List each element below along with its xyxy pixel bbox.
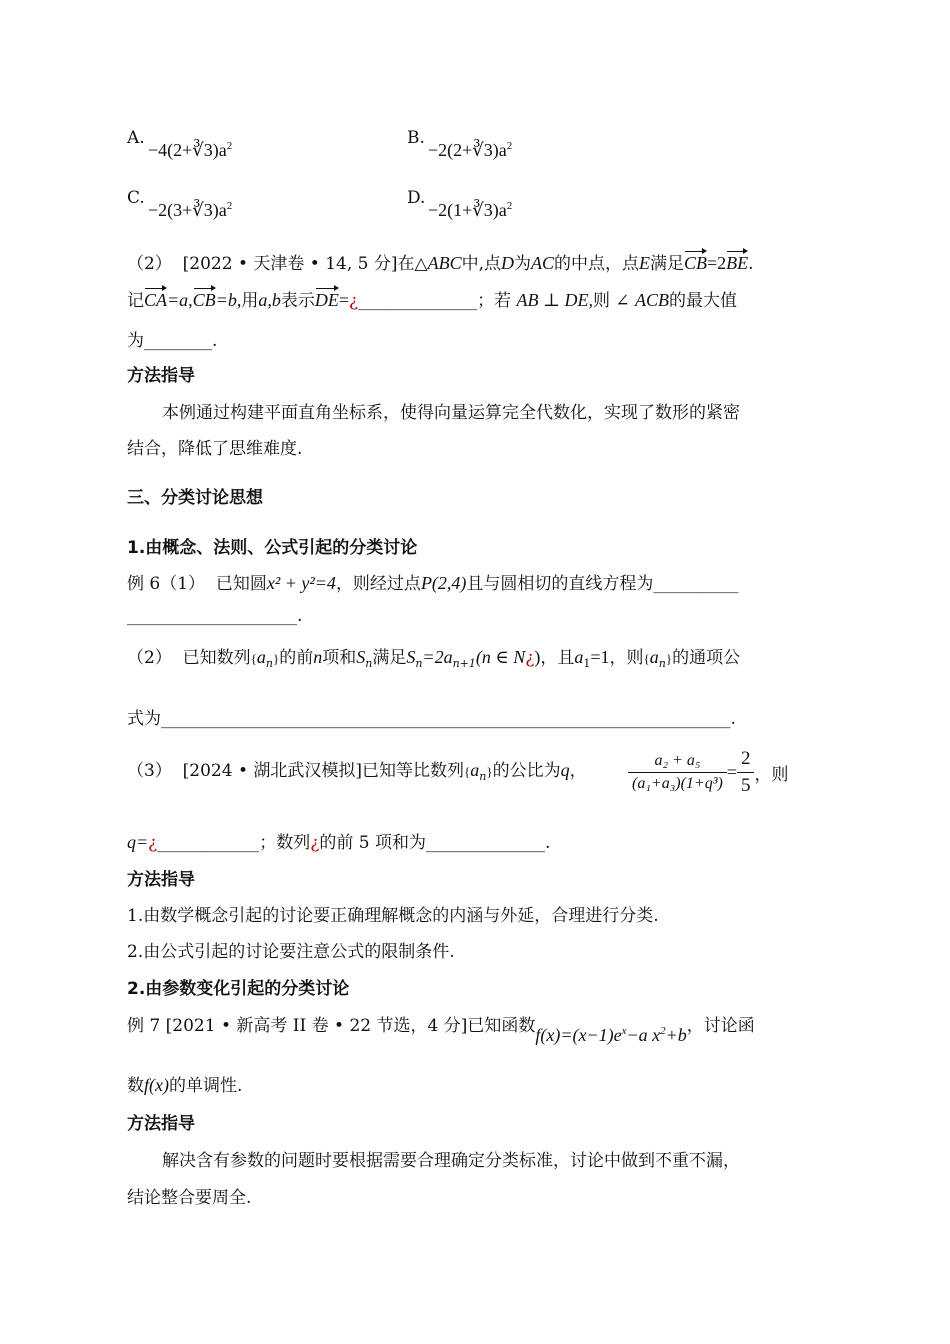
method-guide-2-line-2: 2.由公式引起的讨论要注意公式的限制条件. bbox=[127, 942, 455, 962]
example-7-line-2: 数f(x)的单调性. bbox=[127, 1075, 243, 1096]
choice-c-expression: $-2(3+∛3)a^2$ bbox=[148, 200, 233, 220]
example-6-part-3: （3） [2024 • 湖北武汉模拟]已知等比数列$\{a_n\}$的公比为q， bbox=[127, 760, 587, 783]
choice-a-label: A. bbox=[127, 128, 145, 148]
example-6-part-1: 例 6（1） 已知圆x² + y²=4，则经过点P(2,4)且与圆相切的直线方程为__________ bbox=[127, 573, 739, 594]
question-2-line-3: 为________. bbox=[127, 331, 218, 351]
example-6-part-2: （2） 已知数列$\{a_n\}$的前n项和$S_n$满足$S_n=2a_{n+1}(n$ ∈ N¿)，且$a_1=1$，则$\{a_n\}$的通项公 bbox=[127, 647, 741, 670]
method-guide-heading-3: 方法指导 bbox=[127, 1114, 195, 1134]
example-6-part-2-line-2: 式为___________________________________________________________________. bbox=[127, 709, 736, 729]
choice-d-label: D. bbox=[407, 188, 426, 208]
method-guide-2-line-1: 1.由数学概念引起的讨论要正确理解概念的内涵与外延，合理进行分类. bbox=[127, 906, 659, 926]
choice-c-label: C. bbox=[127, 188, 145, 208]
method-guide-heading-1: 方法指导 bbox=[127, 366, 195, 386]
question-2-line-2: 记CA=a,CB=b,用a,b表示DE=¿______________；若 AB ⊥ DE,则 ∠ ACB的最大值 bbox=[127, 290, 738, 311]
choice-b-expression: $-2(2+∛3)a^2$ bbox=[428, 140, 513, 160]
method-guide-3-line-2: 结论整合要周全. bbox=[127, 1188, 252, 1208]
subsection-2-heading: 2.由参数变化引起的分类讨论 bbox=[127, 979, 350, 999]
section-3-heading: 三、分类讨论思想 bbox=[127, 488, 263, 508]
method-guide-heading-2: 方法指导 bbox=[127, 870, 195, 890]
method-guide-3-line-1: 解决含有参数的问题时要根据需要合理确定分类标准，讨论中做到不重不漏， bbox=[162, 1151, 740, 1171]
choice-d-expression: $-2(1+∛3)a^2$ bbox=[428, 200, 513, 220]
example-6-fraction: $\frac{\text{a₂ + a₅}}{\text{(a₁+a₃)(1+q³)}}$ = $\frac{2}{5}$ ，则 bbox=[628, 748, 788, 797]
choice-b-label: B. bbox=[407, 128, 425, 148]
subsection-1-heading: 1.由概念、法则、公式引起的分类讨论 bbox=[127, 538, 418, 558]
method-guide-1-line-2: 结合，降低了思维难度. bbox=[127, 439, 303, 459]
method-guide-1-line-1: 本例通过构建平面直角坐标系，使得向量运算完全代数化，实现了数形的紧密 bbox=[162, 403, 740, 423]
example-6-part-3-line-2: q=¿____________；数列¿的前 5 项和为______________. bbox=[127, 832, 551, 853]
choice-a-expression: $-4(2+∛3)a^2$ bbox=[148, 140, 233, 160]
example-7-line-1: 例 7 [2021 • 新高考 II 卷 • 22 节选，4 分]已知函数$f(x)=(x-1)e^x-a$ $x^2+b$，讨论函 bbox=[127, 1016, 755, 1045]
example-6-part-1-blank: ____________________. bbox=[127, 606, 303, 626]
question-2-line-1: （2） [2022 • 天津卷 • 14, 5 分]在△ABC中,点D为AC的中点，点E满足CB=2BE. bbox=[127, 253, 754, 274]
